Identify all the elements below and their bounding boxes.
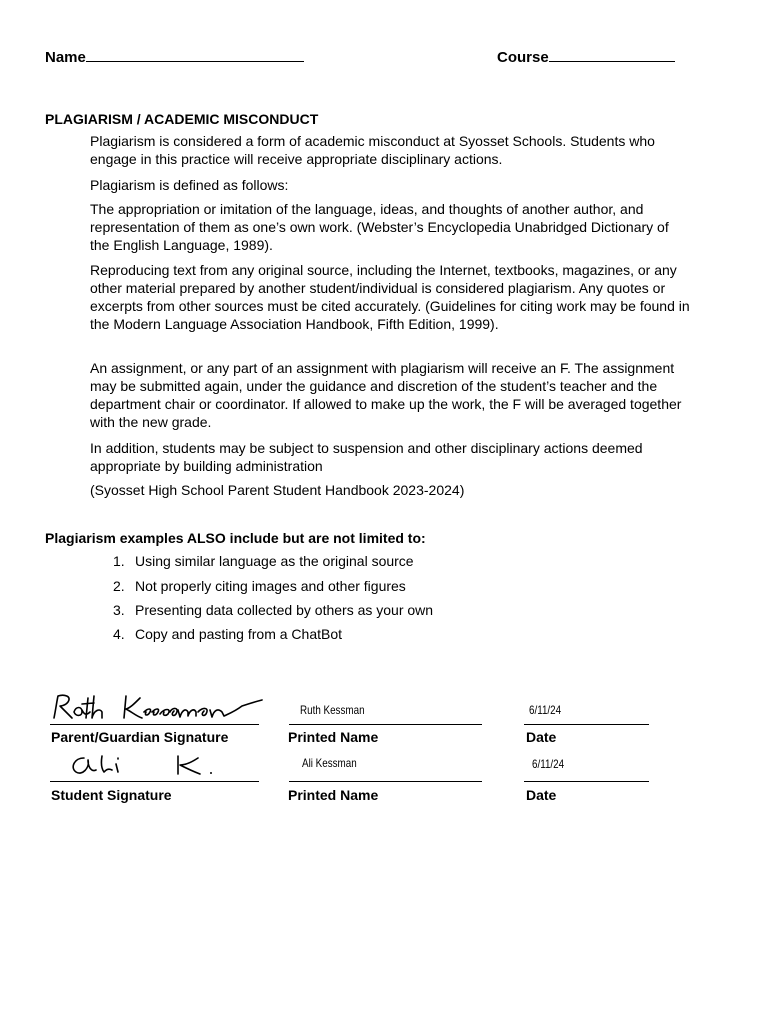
student-date-label: Date [526, 787, 557, 803]
policy-paragraph: In addition, students may be subject to suspension and other disciplinary actions deemed appropriate by building administration [90, 440, 643, 474]
parent-date-value[interactable]: 6/11/24 [529, 703, 562, 717]
student-printed-name-line[interactable] [289, 781, 482, 782]
policy-paragraph: Plagiarism is defined as follows: [90, 177, 289, 193]
name-blank-line[interactable] [86, 47, 304, 62]
course-blank-line[interactable] [549, 47, 675, 62]
parent-handwritten-signature [48, 690, 270, 726]
parent-date-label: Date [526, 729, 557, 745]
examples-title: Plagiarism examples ALSO include but are not limited to: [45, 530, 426, 546]
policy-paragraph: Reproducing text from any original source, including the Internet, textbooks, magazines, or any other material prepared by another student/individual is considered plagiarism. Any quotes or excerpts from other sources must be cited accurately. (Guidelines for citing work may be found in the Modern Language Association Handbook, Fifth Edition, 1999). [90, 262, 690, 332]
name-label: Name [45, 49, 86, 66]
list-number: 1. [113, 553, 125, 569]
student-printed-name-value[interactable]: Ali Kessman [302, 756, 357, 770]
policy-citation: (Syosset High School Parent Student Handbook 2023-2024) [90, 482, 465, 498]
list-item-text: Presenting data collected by others as your own [135, 602, 434, 618]
parent-date-line[interactable] [524, 724, 649, 725]
course-field[interactable] [497, 47, 675, 66]
policy-paragraph: An assignment, or any part of an assignment with plagiarism will receive an F. The assignment may be submitted again, under the guidance and discretion of the student’s teacher and the department chair or coordinator. If allowed to make up the work, the F will be averaged together with the new grade. [90, 360, 682, 430]
list-item [113, 602, 433, 618]
list-item [113, 553, 414, 569]
student-printed-name-label: Printed Name [288, 787, 379, 803]
policy-title: PLAGIARISM / ACADEMIC MISCONDUCT [45, 111, 319, 127]
policy-paragraph: Plagiarism is considered a form of academic misconduct at Syosset Schools. Students who engage in this practice will receive appropriate disciplinary actions. [90, 133, 655, 167]
list-item-text: Not properly citing images and other figures [135, 578, 406, 594]
name-field[interactable] [45, 47, 304, 66]
list-item [113, 578, 406, 594]
course-label: Course [497, 49, 549, 66]
parent-printed-name-value[interactable]: Ruth Kessman [300, 703, 365, 717]
list-number: 4. [113, 626, 125, 642]
parent-printed-name-line[interactable] [289, 724, 482, 725]
student-handwritten-signature [66, 752, 226, 778]
list-item-text: Using similar language as the original source [135, 553, 414, 569]
student-date-line[interactable] [524, 781, 649, 782]
student-date-value[interactable]: 6/11/24 [532, 757, 565, 771]
parent-signature-label: Parent/Guardian Signature [51, 729, 229, 745]
list-number: 3. [113, 602, 125, 618]
list-item [113, 626, 342, 642]
list-number: 2. [113, 578, 125, 594]
policy-paragraph: The appropriation or imitation of the language, ideas, and thoughts of another author, and representation of them as one’s own work. (Webster’s Encyclopedia Unabridged Dictionary of the English Language, 1989). [90, 201, 669, 253]
parent-printed-name-label: Printed Name [288, 729, 379, 745]
student-signature-line[interactable] [50, 781, 259, 782]
student-signature-label: Student Signature [51, 787, 172, 803]
parent-signature-line[interactable] [50, 724, 259, 725]
list-item-text: Copy and pasting from a ChatBot [135, 626, 343, 642]
